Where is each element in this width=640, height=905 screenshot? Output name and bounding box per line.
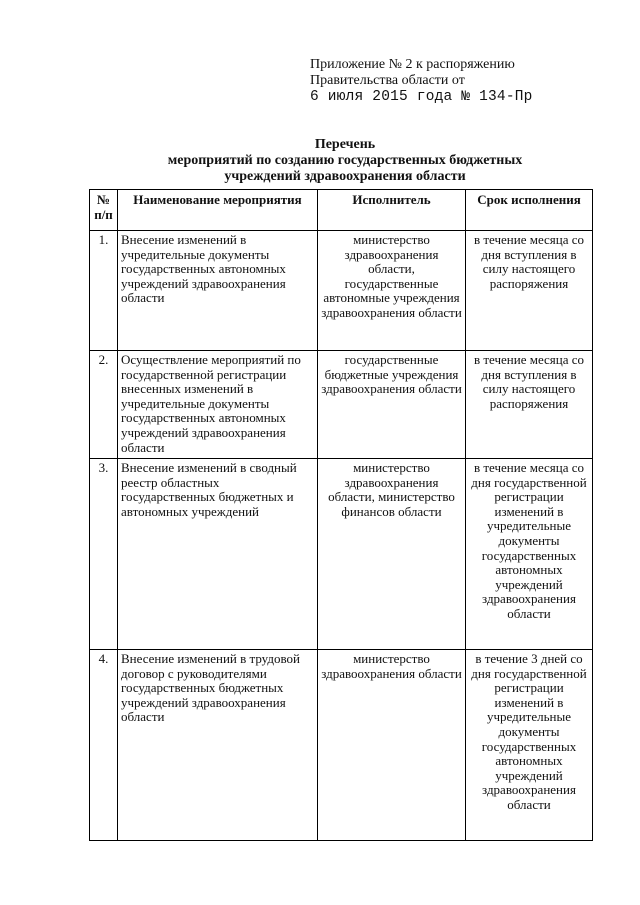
cell-executor: министерство здравоохранения области, министерство финансов области — [318, 459, 466, 650]
table-header-row — [90, 190, 593, 231]
cell-num: 2. — [90, 351, 118, 459]
cell-name: Внесение изменений в сводный реестр областных государственных бюджетных и автономных учреждений — [118, 459, 318, 650]
table-row — [90, 650, 593, 841]
table-row — [90, 459, 593, 650]
table-row — [90, 231, 593, 351]
cell-term: в течение месяца со дня вступления в силу настоящего распоряжения — [466, 231, 593, 351]
title-line-2: мероприятий по созданию государственных бюджетных — [167, 153, 523, 168]
cell-name: Внесение изменений в учредительные документы государственных автономных учреждений здравоохранения области — [118, 231, 318, 351]
cell-num: 4. — [90, 650, 118, 841]
table-row — [90, 351, 593, 459]
cell-term: в течение месяца со дня государственной регистрации изменений в учредительные документы государственных автономных учреждений здравоохранения области — [466, 459, 593, 650]
appendix-header — [310, 57, 630, 105]
document-title — [95, 137, 595, 185]
cell-term: в течение месяца со дня вступления в силу настоящего распоряжения — [466, 351, 593, 459]
title-line-3: учреждений здравоохранения области — [224, 169, 466, 184]
cell-name: Осуществление мероприятий по государственной регистрации внесенных изменений в учредительные документы государственных автономных учреждений здравоохранения области — [118, 351, 318, 459]
appendix-line-2: Правительства области от — [310, 73, 465, 88]
cell-name: Внесение изменений в трудовой договор с руководителями государственных бюджетных учреждений здравоохранения области — [118, 650, 318, 841]
appendix-date-line: 6 июля 2015 года № 134-Пр — [310, 89, 533, 105]
cell-num: 1. — [90, 231, 118, 351]
col-header-term: Срок исполнения — [466, 190, 593, 231]
col-header-name: Наименование мероприятия — [118, 190, 318, 231]
cell-executor: государственные бюджетные учреждения здравоохранения области — [318, 351, 466, 459]
title-line-1: Перечень — [314, 137, 376, 152]
cell-term: в течение 3 дней со дня государственной регистрации изменений в учредительные документы государственных автономных учреждений здравоохранения области — [466, 650, 593, 841]
cell-executor: министерство здравоохранения области, государственные автономные учреждения здравоохранения области — [318, 231, 466, 351]
measures-table — [89, 189, 593, 841]
col-header-executor: Исполнитель — [318, 190, 466, 231]
col-header-num: № п/п — [90, 190, 118, 231]
cell-num: 3. — [90, 459, 118, 650]
cell-executor: министерство здравоохранения области — [318, 650, 466, 841]
appendix-line-1: Приложение № 2 к распоряжению — [310, 57, 515, 72]
